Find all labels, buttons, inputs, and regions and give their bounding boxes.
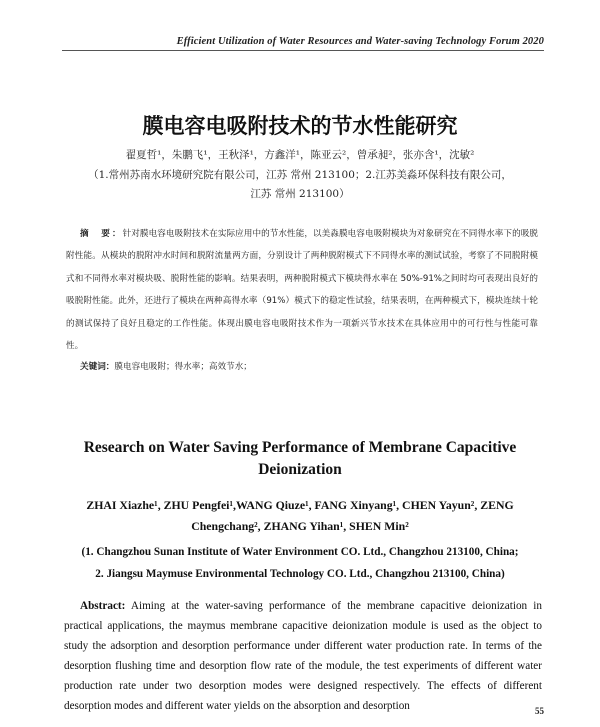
chinese-title: 膜电容电吸附技术的节水性能研究 [142, 113, 458, 138]
chinese-abstract-text: 针对膜电容电吸附技术在实际应用中的节水性能，以美淼膜电容电吸附模块为对象研究在不同得水率下的吸脱附性能。从模块的脱附冲水时间和脱附流量两方面，分别设计了两种脱附模式下不同得水率的测试试验，考察了不同脱附模式和不同得水率对模块吸、脱附性能的影响。结果表明，两种脱附模式下模块得水率在 50%-91%之间时均可表现出良好的吸脱附性能。此外，还进行了模块在两种高得水率（91%）模式下的稳定性试验，结果表明，在两种模式下，模块连续十轮的测试保持了良好且稳定的工作性能。体现出膜电容电吸附技术作为一项新兴节水技术在具体应用中的可行性与性能可靠性。 [66, 229, 538, 352]
english-affiliation-line-1: (1. Changzhou Sunan Institute of Water Environment CO. Ltd., Changzhou 213100, China; [81, 546, 519, 558]
header-rule [62, 50, 544, 51]
english-affiliation-line-2: 2. Jiangsu Maymuse Environmental Technology CO. Ltd., Changzhou 213100, China) [95, 568, 505, 580]
english-abstract-text: Aiming at the water-saving performance of the membrane capacitive deionization in practical applications, the maymus membrane capacitive deionization module is used as the object to study the adsorption and desorption performance under different water production rate. In terms of the desorption flushing time and desorption flow rate of the module, the test experiments of different water production rate under two desorption modes were designed respectively. The effects of different desorption modes and different water yields on the absorption and desorption [64, 600, 542, 712]
english-authors-line-1: ZHAI Xiazhe¹, ZHU Pengfei¹,WANG Qiuze¹, FANG Xinyang¹, CHEN Yayun², ZENG [86, 498, 514, 512]
running-head: Efficient Utilization of Water Resources and Water-saving Technology Forum 2020 [176, 36, 544, 47]
english-abstract [64, 596, 542, 716]
chinese-affiliation-line-2: 江苏 常州 213100） [250, 188, 350, 200]
chinese-keywords-label: 关键词： [80, 362, 115, 372]
english-authors [60, 495, 540, 537]
english-abstract-label: Abstract: [80, 600, 126, 612]
chinese-affiliation-line-1: （1.常州苏南水环境研究院有限公司，江苏 常州 213100；2.江苏美淼环保科技有限公司， [88, 169, 512, 181]
chinese-authors: 翟夏哲¹，朱鹏飞¹，王秋泽¹，方鑫洋¹，陈亚云²，曾承昶²，张亦含¹，沈敏² [125, 149, 475, 161]
chinese-abstract [66, 223, 538, 357]
english-title: Research on Water Saving Performance of Membrane Capacitive Deionization [83, 439, 517, 478]
page-number: 55 [535, 706, 544, 716]
chinese-keywords-text: 膜电容电吸附；得水率；高效节水； [114, 362, 252, 372]
english-authors-line-2: Chengchang², ZHANG Yihan¹, SHEN Min² [191, 519, 409, 533]
chinese-keywords [80, 360, 252, 372]
english-affiliation [50, 541, 550, 585]
chinese-abstract-label: 摘 要： [80, 229, 123, 239]
chinese-affiliation [0, 166, 600, 204]
